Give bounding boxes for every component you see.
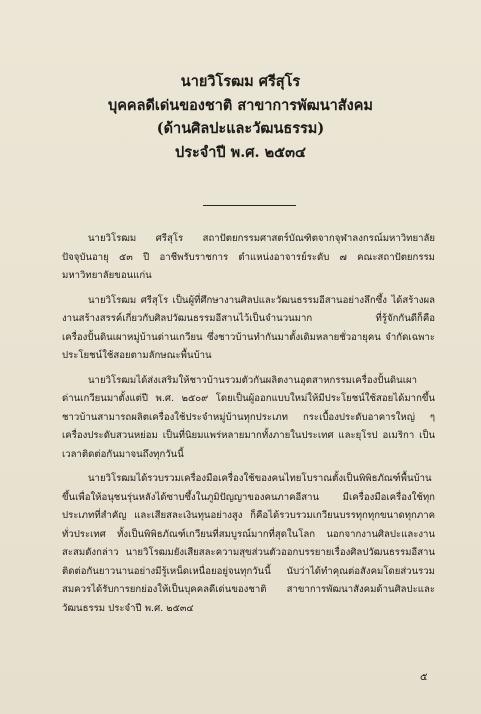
heading-category: (ด้านศิลปะและวัฒนธรรม): [156, 120, 325, 137]
page-number: ๕: [420, 672, 428, 683]
heading-year: ประจำปี พ.ศ. ๒๕๓๔: [175, 143, 306, 161]
heading-block: [0, 70, 481, 164]
paragraph: นายวิโรฒม ศรีสุโร สถาปัตยกรรมศาสตร์บัณฑิตจากจุฬาลงกรณ์มหาวิทยาลัย ปัจจุบันอายุ ๕๓ ปี อาชีพรับราชการ ตำแหน่งอาจารย์ระดับ ๗ คณะสถาปัตยกรรม มหาวิทยาลัยขอนแก่น: [62, 233, 435, 281]
heading-name: นายวิโรฒม ศรีสุโร: [180, 73, 301, 90]
paragraph: นายวิโรฒมได้รวบรวมเครื่องมือเครื่องใช้ของคนไทยโบราณตั้งเป็นพิพิธภัณฑ์พื้นบ้านขึ้นเพื่อให้อนุชนรุ่นหลังได้ซาบซึ้งในภูมิปัญญาของคนภาคอีสาน มีเครื่องมือเครื่องใช้ทุกประเภทที่สำคัญ และเสียสละเงินทุนอย่างสูง ก็คือได้รวบรวมเกวียนบรรทุกทุกขนาดทุกภาคทั่วประเทศ ทั้งเป็นพิพิธภัณฑ์เกวียนที่สมบูรณ์มากที่สุดในโลก นอกจากงานศิลปะและงานสะสมดังกล่าว นายวิโรฒมยังเสียสละความสุขส่วนตัวออกบรรยายเรื่องศิลปวัฒนธรรมอีสานติดต่อกันยาวนานอย่างมีรู้เหน็ดเหนื่อยอยู่จนทุกวันนี้ นับว่าได้ทำคุณต่อสังคมโดยส่วนรวมสมควรได้รับการยกย่องให้เป็นบุคคลดีเด่นของชาติ สาขาการพัฒนาสังคมด้านศิลปะและวัฒนธรรม ประจำปี พ.ศ. ๒๕๓๔: [62, 473, 435, 614]
paragraph: นายวิโรฒมได้ส่งเสริมให้ชาวบ้านรวมตัวกันผลิตงานอุตสาหกรรมเครื่องปั้นดินเผาด่านเกวียนมาตั้งแต่ปี พ.ศ. ๒๕๐๙ โดยเป็นผู้ออกแบบใหม่ให้มีประโยชน์ใช้สอยได้มากขึ้น ชาวบ้านสามารถผลิตเครื่องใช้ประจำหมู่บ้านทุกประเภท กระเบื้องประดับอาคารใหญ่ ๆ เครื่องประดับสวนหย่อม เป็นที่นิยมแพร่หลายมากทั้งภายในประเทศ และยุโรป อเมริกา เป็นเวลาติดต่อกันมาจนถึงทุกวันนี้: [62, 374, 435, 460]
heading-award: บุคคลดีเด่นของชาติ สาขาการพัฒนาสังคม: [108, 96, 373, 114]
title-divider: [203, 205, 296, 206]
paragraph: นายวิโรฒม ศรีสุโร เป็นผู้ที่ศึกษางานศิลปและวัฒนธรรมอีสานอย่างลึกซึ้ง ได้สร้างผลงานสร้างสรรค์เกี่ยวกับศิลปวัฒนธรรมอีสานไว้เป็นจำนวนมาก ที่รู้จักกันดีก็คือ เครื่องปั้นดินเผาหมู่บ้านด่านเกวียน ซึ่งชาวบ้านทำกันมาตั้งเดิมหลายชั่วอายุคน จำกัดเฉพาะประโยชน์ใช้สอยตามลักษณะพื้นบ้าน: [62, 294, 435, 361]
body-text: [62, 230, 435, 624]
